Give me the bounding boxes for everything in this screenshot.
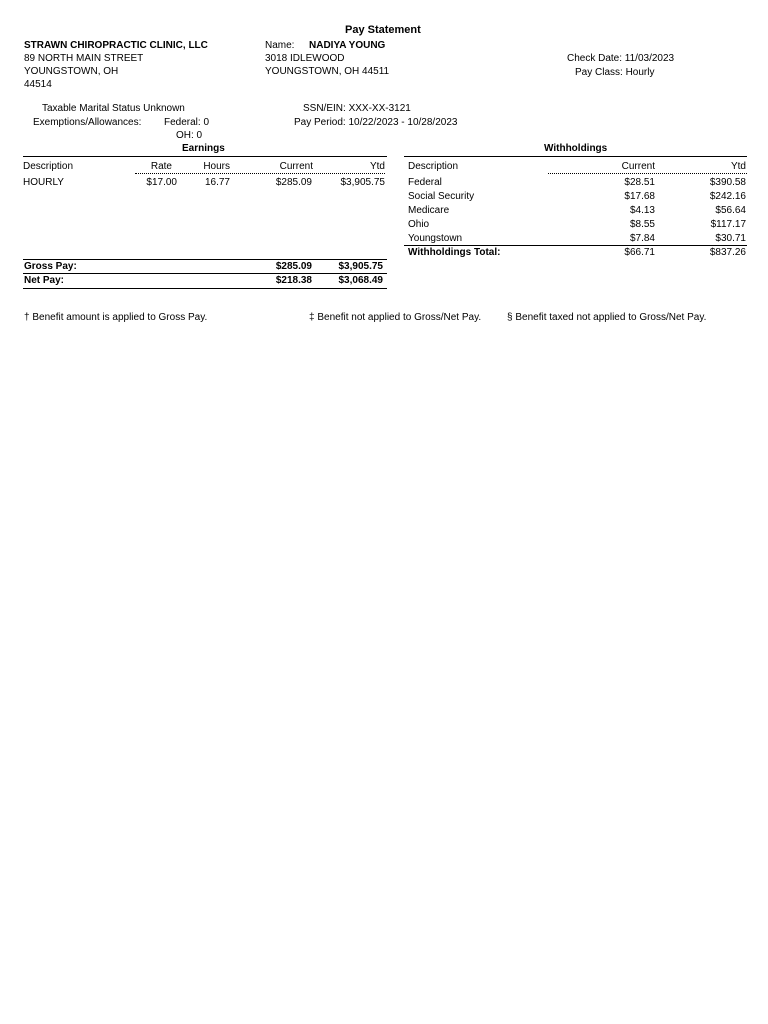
withholdings-total-label: Withholdings Total: [408,247,501,258]
withholding-description: Ohio [408,219,430,230]
net-pay-rule [23,273,387,274]
earnings-row-current: $285.09 [275,177,312,188]
withholdings-total-rule [404,245,747,246]
gross-pay-rule [23,259,387,260]
earnings-header-rule [23,156,387,157]
withholdings-total-ytd: $837.26 [709,247,746,258]
ssn-ein: SSN/EIN: XXX-XX-3121 [303,103,411,114]
oh-allowances: OH: 0 [176,130,203,141]
pay-period: Pay Period: 10/22/2023 - 10/28/2023 [294,117,458,128]
earnings-row-description: HOURLY [23,177,64,188]
earnings-col-ytd: Ytd [369,161,385,172]
withholding-description: Youngstown [408,233,463,244]
withholding-description: Federal [408,177,442,188]
exemptions-label: Exemptions/Allowances: [33,117,142,128]
check-date: Check Date: 11/03/2023 [567,53,675,64]
withholding-current: $28.51 [624,177,655,188]
withholdings-header-rule [404,156,747,157]
page-title: Pay Statement [345,24,421,36]
withholding-ytd: $56.64 [715,205,746,216]
earnings-col-hours: Hours [203,161,230,172]
withholding-ytd: $390.58 [709,177,746,188]
net-pay-ytd: $3,068.49 [338,275,383,286]
earnings-col-current: Current [279,161,313,172]
earnings-dotted-rule [135,173,385,174]
gross-pay-current: $285.09 [275,261,312,272]
earnings-row-rate: $17.00 [146,177,177,188]
withholding-current: $17.68 [624,191,655,202]
employee-name-label: Name: [265,40,295,51]
withholdings-col-current: Current [621,161,655,172]
net-pay-bottom-rule [23,288,387,289]
net-pay-label: Net Pay: [24,275,65,286]
earnings-row-ytd: $3,905.75 [340,177,385,188]
employee-address-line2: YOUNGSTOWN, OH 44511 [265,66,390,77]
pay-class: Pay Class: Hourly [575,67,655,78]
net-pay-current: $218.38 [275,275,312,286]
federal-allowances: Federal: 0 [164,117,210,128]
earnings-col-rate: Rate [150,161,172,172]
withholding-ytd: $30.71 [715,233,746,244]
earnings-row-hours: 16.77 [204,177,230,188]
withholdings-dotted-rule [548,173,747,174]
marital-status: Taxable Marital Status Unknown [42,103,185,114]
employer-name: STRAWN CHIROPRACTIC CLINIC, LLC [24,40,208,51]
withholdings-heading: Withholdings [544,143,608,154]
earnings-col-description: Description [23,161,74,172]
footnote-double-dagger: ‡ Benefit not applied to Gross/Net Pay. [309,312,482,323]
gross-pay-ytd: $3,905.75 [338,261,383,272]
withholdings-col-ytd: Ytd [730,161,746,172]
employer-address-line2: YOUNGSTOWN, OH [24,66,119,77]
withholding-current: $8.55 [629,219,655,230]
employer-address-line3: 44514 [24,79,52,90]
withholding-description: Social Security [408,191,475,202]
earnings-heading: Earnings [182,143,225,154]
withholding-ytd: $117.17 [710,219,746,230]
employer-address-line1: 89 NORTH MAIN STREET [24,53,144,64]
footnote-section: § Benefit taxed not applied to Gross/Net Pay. [507,312,707,323]
withholdings-total-current: $66.71 [624,247,655,258]
gross-pay-label: Gross Pay: [24,261,77,272]
employee-name: NADIYA YOUNG [309,40,386,51]
employee-address-line1: 3018 IDLEWOOD [265,53,345,64]
withholdings-col-description: Description [408,161,459,172]
withholding-current: $7.84 [629,233,655,244]
withholding-current: $4.13 [629,205,655,216]
footnote-dagger: † Benefit amount is applied to Gross Pay. [24,312,208,323]
withholding-ytd: $242.16 [709,191,746,202]
withholding-description: Medicare [408,205,450,216]
